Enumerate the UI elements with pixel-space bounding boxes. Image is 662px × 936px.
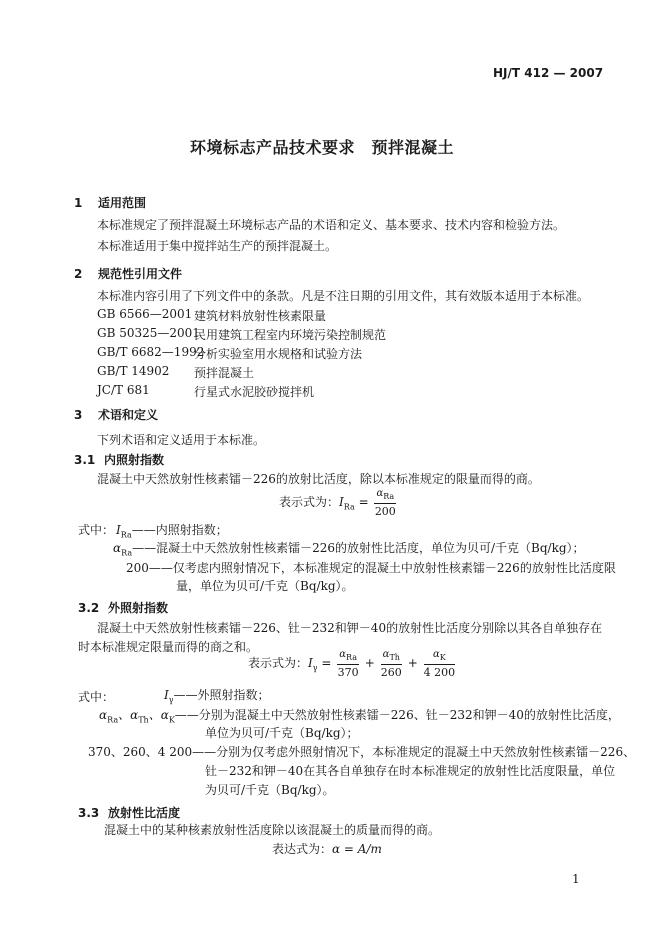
formula-fraction <box>424 648 456 679</box>
def-symbol: I <box>116 523 121 537</box>
formula-fraction <box>337 648 359 679</box>
section-number: 2 <box>74 267 83 281</box>
def-subscript: Ra <box>107 715 119 725</box>
reference-name: 民用建筑工程室内环境污染控制规范 <box>194 328 387 342</box>
denominator: 4 200 <box>423 666 456 679</box>
reference-name: 行星式水泥胶砂搅拌机 <box>194 385 315 399</box>
section-title: 适用范围 <box>98 196 147 210</box>
page-number: 1 <box>572 872 580 886</box>
subsection-title: 外照射指数 <box>108 601 169 615</box>
section-1-heading <box>74 194 146 211</box>
subsection-3-2-text: 混凝土中天然放射性核素镭－226、钍－232和钾－40的放射性比活度分别除以其各自单独存在 <box>97 621 603 635</box>
section-3-heading <box>74 406 158 423</box>
subsection-title: 内照射指数 <box>104 453 165 467</box>
section-number: 3 <box>74 408 83 422</box>
def-symbol: 200 <box>126 561 149 575</box>
formula-plus: + <box>403 656 422 670</box>
formula-prefix: 表达式为： <box>272 842 333 856</box>
definition-continuation: 为贝可/千克（Bq/kg）。 <box>205 783 335 797</box>
formula-equals: = <box>354 495 373 509</box>
formula-fraction <box>381 648 402 679</box>
section-1-paragraph: 本标准规定了预拌混凝土环境标志产品的术语和定义、基本要求、技术内容和检验方法。 <box>97 218 566 232</box>
numerator-subscript: Th <box>389 653 400 662</box>
formula-external-index <box>248 648 457 679</box>
subsection-3-3-text: 混凝土中的某种核素放射性活度除以该混凝土的质量而得的商。 <box>104 823 441 837</box>
definition-continuation: 单位为贝可/千克（Bq/kg）； <box>205 726 359 740</box>
definition-continuation: 量，单位为贝可/千克（Bq/kg）。 <box>176 579 354 593</box>
section-2-intro: 本标准内容引用了下列文件中的条款。凡是不注日期的引用文件，其有效版本适用于本标准。 <box>97 289 590 303</box>
formula-subscript: Ra <box>343 502 355 512</box>
subsection-3-1-text: 混凝土中天然放射性核素镭－226的放射比活度，除以本标准规定的限量而得的商。 <box>97 472 540 486</box>
def-text: ——分别为仅考虑外照射情况下，本标准规定的混凝土中天然放射性核素镭－226、 <box>192 745 636 759</box>
subsection-title: 放射性比活度 <box>108 806 181 820</box>
formula-equals: = <box>317 656 336 670</box>
def-subscript: Ra <box>121 548 133 558</box>
where-label: 式中： <box>78 523 115 537</box>
def-text: ——内照射指数； <box>131 523 228 537</box>
definition-line <box>88 743 635 760</box>
def-symbol: I <box>164 688 169 702</box>
subsection-number: 3.2 <box>78 601 100 615</box>
definition-line <box>126 559 616 576</box>
definition-line <box>164 686 270 704</box>
formula-fraction <box>374 487 396 518</box>
def-symbol: α <box>99 708 108 722</box>
formula-specific-activity <box>272 840 382 857</box>
definition-line <box>116 521 228 539</box>
numerator-symbol: α <box>433 649 440 660</box>
formula-prefix: 表示式为： <box>248 656 309 670</box>
numerator-symbol: α <box>382 649 390 660</box>
def-symbol: 370、260、4 200 <box>88 745 193 759</box>
section-2-heading <box>74 265 182 282</box>
reference-name: 建筑材料放射性核素限量 <box>194 309 327 323</box>
reference-code: GB/T 14902 <box>97 364 170 378</box>
reference-code: GB 6566—2001 <box>97 307 193 321</box>
def-symbol: 、α <box>148 708 169 722</box>
definition-continuation: 钍－232和钾－40在其各自单独存在时本标准规定的放射性比活度限量，单位 <box>205 764 616 778</box>
formula-plus: + <box>360 656 379 670</box>
section-3-intro: 下列术语和定义适用于本标准。 <box>97 433 266 447</box>
section-number: 1 <box>74 196 83 210</box>
where-label: 式中： <box>78 690 115 704</box>
reference-name: 分析实验室用水规格和试验方法 <box>194 347 363 361</box>
def-subscript: Th <box>138 715 149 725</box>
denominator: 370 <box>337 666 359 679</box>
def-symbol: 、α <box>118 708 139 722</box>
denominator: 260 <box>380 666 402 679</box>
formula-subscript: γ <box>312 663 318 673</box>
def-subscript: γ <box>168 695 174 705</box>
formula-symbol: I <box>308 656 313 670</box>
subsection-3-2-text: 时本标准规定限量而得的商之和。 <box>78 640 259 654</box>
reference-name: 预拌混凝土 <box>194 366 255 380</box>
def-text: ——仅考虑内照射情况下，本标准规定的混凝土中放射性核素镭－226的放射性比活度限 <box>148 561 616 575</box>
subsection-3-3-heading <box>78 804 180 821</box>
subsection-number: 3.1 <box>74 453 96 467</box>
numerator-subscript: K <box>439 653 446 662</box>
def-text: ——分别为混凝土中天然放射性核素镭－226、钍－232和钾－40的放射性比活度， <box>174 708 620 722</box>
section-title: 术语和定义 <box>98 408 159 422</box>
numerator-symbol: α <box>376 488 384 499</box>
reference-code: GB 50325—2001 <box>97 326 200 340</box>
numerator-subscript: Ra <box>383 492 395 501</box>
numerator-symbol: α <box>339 649 346 660</box>
formula-prefix: 表示式为： <box>279 495 340 509</box>
formula-expression: α = A/m <box>332 842 382 856</box>
section-title: 规范性引用文件 <box>98 267 183 281</box>
definition-line <box>99 706 620 724</box>
subsection-3-1-heading <box>74 451 164 468</box>
numerator-subscript: Ra <box>346 653 357 662</box>
def-subscript: Ra <box>120 530 132 540</box>
subsection-number: 3.3 <box>78 806 100 820</box>
formula-symbol: I <box>339 495 344 509</box>
page-title: 环境标志产品技术要求 预拌混凝土 <box>190 138 455 157</box>
section-1-paragraph: 本标准适用于集中搅拌站生产的预拌混凝土。 <box>97 239 338 253</box>
def-text: ——外照射指数； <box>173 688 270 702</box>
def-text: ——混凝土中天然放射性核素镭－226的放射性比活度，单位为贝可/千克（Bq/kg）； <box>132 541 585 555</box>
def-symbol: α <box>113 541 122 555</box>
formula-internal-index <box>279 487 398 518</box>
definition-line <box>113 539 585 557</box>
denominator: 200 <box>374 505 396 518</box>
reference-code: GB/T 6682—1992 <box>97 345 205 359</box>
reference-code: JC/T 681 <box>97 383 150 397</box>
standard-number: HJ/T 412 — 2007 <box>493 66 604 80</box>
subsection-3-2-heading <box>78 599 168 616</box>
def-subscript: K <box>168 715 175 725</box>
